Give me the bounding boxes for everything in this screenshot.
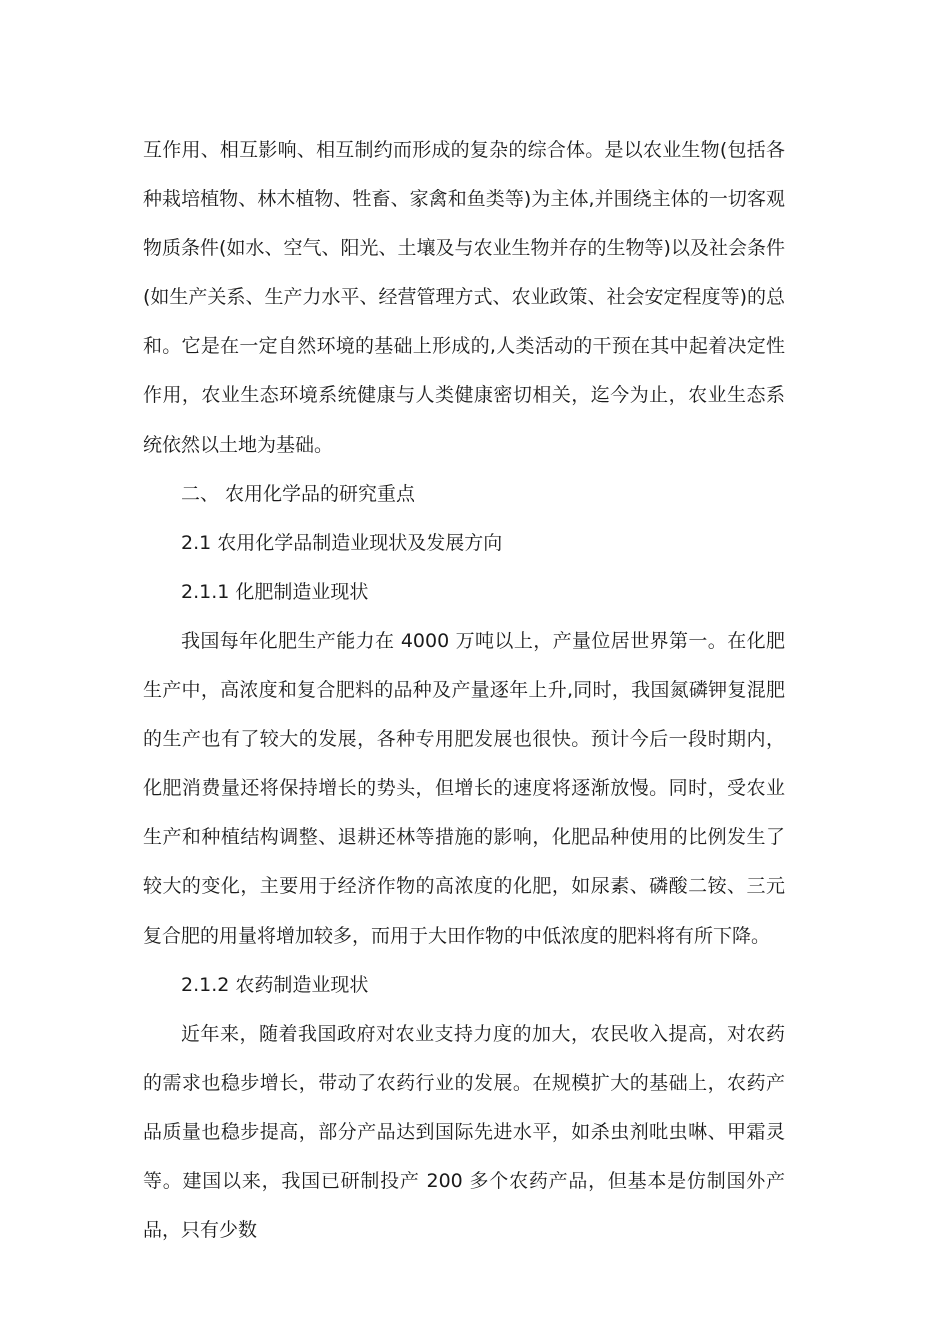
subsection-heading-2-1-2: 2.1.2 农药制造业现状 <box>181 973 369 996</box>
paragraph-ecosystem-definition: 互作用、相互影响、相互制约而形成的复杂的综合体。是以农业生物(包括各种栽培植物、林木植物、牲畜、家禽和鱼类等)为主体,并围绕主体的一切客观物质条件(如水、空气、阳光、土壤及与农业生物并存的生物等)以及社会条件(如生产关系、生产力水平、经营管理方式、农业政策、社会安定程度等)的总和。它是在一定自然环境的基础上形成的,人类活动的干预在其中起着决定性作用，农业生态环境系统健康与人类健康密切相关，迄今为止，农业生态系统依然以土地为基础。 <box>143 139 785 456</box>
paragraph-fertilizer-status: 我国每年化肥生产能力在 4000 万吨以上，产量位居世界第一。在化肥生产中，高浓度和复合肥料的品种及产量逐年上升,同时，我国氮磷钾复混肥的生产也有了较大的发展，各种专用肥发展也很快。预计今后一段时期内，化肥消费量还将保持增长的势头，但增长的速度将逐渐放慢。同时，受农业生产和种植结构调整、退耕还林等措施的影响，化肥品种使用的比例发生了较大的变化，主要用于经济作物的高浓度的化肥，如尿素、磷酸二铵、三元复合肥的用量将增加较多，而用于大田作物的中低浓度的肥料将有所下降。 <box>143 629 785 947</box>
subsection-heading-2-1-1: 2.1.1 化肥制造业现状 <box>181 580 369 603</box>
document-body <box>143 126 785 1255</box>
subsection-heading-2-1: 2.1 农用化学品制造业现状及发展方向 <box>181 531 503 554</box>
paragraph-pesticide-status: 近年来，随着我国政府对农业支持力度的加大，农民收入提高，对农药的需求也稳步增长，带动了农药行业的发展。在规模扩大的基础上，农药产品质量也稳步提高，部分产品达到国际先进水平，如杀虫剂吡虫啉、甲霜灵等。建国以来，我国已研制投产 200 多个农药产品，但基本是仿制国外产品，只有少数 <box>143 1022 785 1242</box>
section-heading-2: 二、 农用化学品的研究重点 <box>181 482 416 505</box>
